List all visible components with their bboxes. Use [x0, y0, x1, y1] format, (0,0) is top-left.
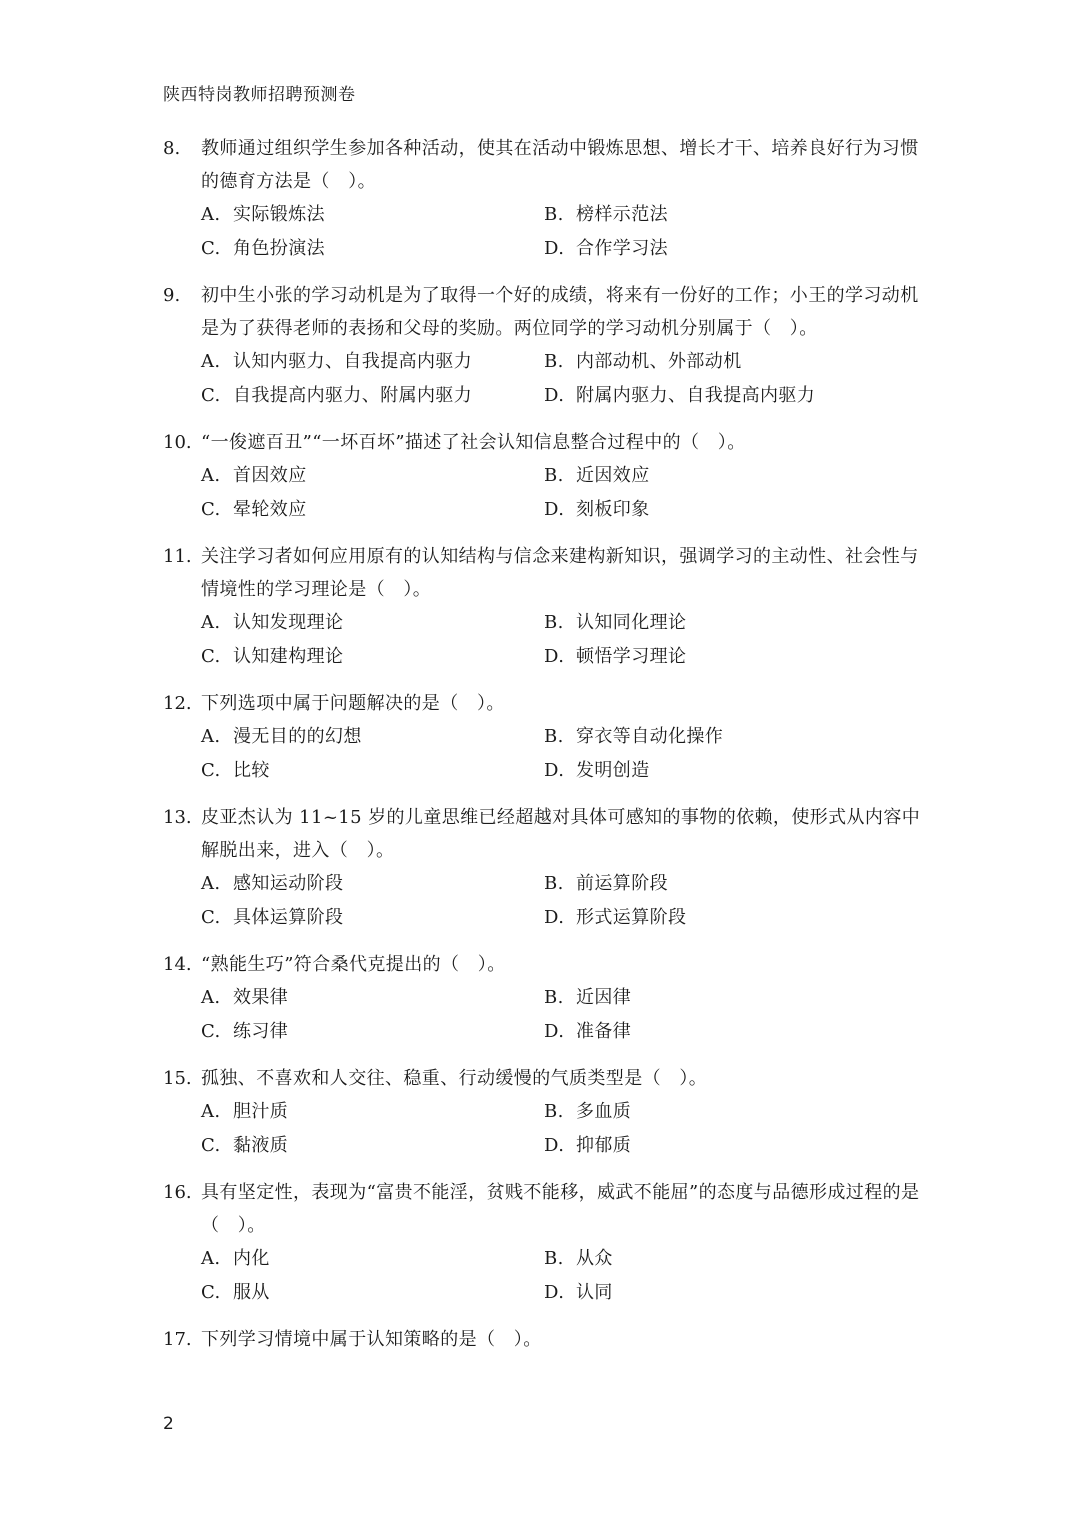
- option-text: 认知建构理论: [233, 645, 344, 667]
- option-text: 附属内驱力、自我提高内驱力: [576, 384, 816, 406]
- option-c: [201, 493, 544, 527]
- question-item: [163, 1176, 923, 1309]
- option-a: [201, 198, 544, 232]
- option-text: 刻板印象: [576, 498, 650, 520]
- question-number: 15.: [163, 1068, 192, 1089]
- question-item: [163, 948, 923, 1048]
- option-text: 练习律: [233, 1020, 289, 1042]
- option-letter: D.: [544, 498, 565, 520]
- option-c: [201, 901, 544, 935]
- option-letter: C.: [201, 1020, 221, 1042]
- option-b: [544, 1095, 887, 1129]
- option-letter: B.: [544, 726, 564, 747]
- option-text: 合作学习法: [576, 237, 668, 259]
- option-text: 顿悟学习理论: [576, 645, 687, 667]
- option-letter: D.: [544, 237, 565, 259]
- option-a: [201, 867, 544, 901]
- question-text: 教师通过组织学生参加各种活动，使其在活动中锻炼思想、增长才干、培养良好行为习惯的德育方法是（ ）。: [201, 138, 919, 192]
- option-b: [544, 198, 887, 232]
- option-a: [201, 720, 544, 754]
- option-d: [544, 232, 887, 266]
- option-letter: D.: [544, 759, 565, 781]
- question-number: 13.: [163, 807, 192, 828]
- option-d: [544, 640, 887, 674]
- option-letter: C.: [201, 237, 221, 259]
- question-number: 9.: [163, 285, 181, 306]
- option-c: [201, 1015, 544, 1049]
- question-stem: [163, 1323, 923, 1356]
- option-letter: D.: [544, 1134, 565, 1156]
- option-b: [544, 459, 887, 493]
- option-text: 效果律: [233, 987, 289, 1008]
- option-b: [544, 606, 887, 640]
- option-a: [201, 1095, 544, 1129]
- option-b: [544, 720, 887, 754]
- option-letter: A.: [201, 726, 221, 747]
- option-text: 榜样示范法: [576, 204, 668, 225]
- option-letter: B.: [544, 204, 564, 225]
- option-grid: [201, 981, 923, 1048]
- question-text: 关注学习者如何应用原有的认知结构与信念来建构新知识，强调学习的主动性、社会性与情境性的学习理论是（ ）。: [201, 546, 919, 600]
- question-number: 14.: [163, 954, 192, 975]
- option-b: [544, 981, 887, 1015]
- option-c: [201, 1129, 544, 1163]
- option-text: 漫无目的的幻想: [233, 726, 362, 747]
- option-letter: A.: [201, 612, 221, 633]
- question-number: 11.: [163, 546, 192, 567]
- option-text: 形式运算阶段: [576, 906, 687, 928]
- option-text: 具体运算阶段: [233, 906, 344, 928]
- option-grid: [201, 345, 923, 412]
- option-letter: D.: [544, 1281, 565, 1303]
- option-text: 从众: [576, 1248, 613, 1269]
- option-text: 内部动机、外部动机: [576, 351, 742, 372]
- option-text: 近因律: [576, 987, 632, 1008]
- option-grid: [201, 1242, 923, 1309]
- option-text: 自我提高内驱力、附属内驱力: [233, 384, 473, 406]
- option-letter: A.: [201, 204, 221, 225]
- option-grid: [201, 867, 923, 934]
- question-text: 孤独、不喜欢和人交往、稳重、行动缓慢的气质类型是（ ）。: [201, 1068, 708, 1089]
- option-letter: C.: [201, 759, 221, 781]
- question-stem: [163, 279, 923, 345]
- option-d: [544, 901, 887, 935]
- question-item: [163, 279, 923, 412]
- option-d: [544, 1129, 887, 1163]
- option-d: [544, 379, 887, 413]
- question-list: [163, 132, 923, 1370]
- option-letter: A.: [201, 873, 221, 894]
- option-c: [201, 379, 544, 413]
- option-letter: D.: [544, 384, 565, 406]
- option-letter: B.: [544, 612, 564, 633]
- question-text: “熟能生巧”符合桑代克提出的（ ）。: [201, 954, 506, 975]
- question-stem: [163, 1176, 923, 1242]
- option-letter: A.: [201, 987, 221, 1008]
- option-a: [201, 1242, 544, 1276]
- question-text: 下列学习情境中属于认知策略的是（ ）。: [201, 1329, 542, 1350]
- question-number: 8.: [163, 138, 181, 159]
- option-c: [201, 1276, 544, 1310]
- question-item: [163, 687, 923, 787]
- option-letter: C.: [201, 1281, 221, 1303]
- option-grid: [201, 459, 923, 526]
- question-item: [163, 1323, 923, 1356]
- option-letter: D.: [544, 906, 565, 928]
- option-text: 胆汁质: [233, 1101, 289, 1122]
- option-text: 认知同化理论: [576, 612, 687, 633]
- option-c: [201, 754, 544, 788]
- option-c: [201, 640, 544, 674]
- option-letter: B.: [544, 351, 564, 372]
- question-stem: [163, 132, 923, 198]
- option-letter: A.: [201, 1248, 221, 1269]
- option-text: 认知内驱力、自我提高内驱力: [233, 351, 473, 372]
- option-text: 黏液质: [233, 1134, 289, 1156]
- option-a: [201, 345, 544, 379]
- question-stem: [163, 1062, 923, 1095]
- option-b: [544, 345, 887, 379]
- option-text: 多血质: [576, 1101, 632, 1122]
- option-letter: A.: [201, 1101, 221, 1122]
- option-letter: C.: [201, 645, 221, 667]
- option-letter: B.: [544, 987, 564, 1008]
- option-d: [544, 754, 887, 788]
- option-a: [201, 981, 544, 1015]
- option-text: 内化: [233, 1248, 270, 1269]
- option-text: 首因效应: [233, 465, 307, 486]
- option-d: [544, 1276, 887, 1310]
- question-number: 10.: [163, 432, 192, 453]
- option-text: 认同: [576, 1281, 613, 1303]
- question-item: [163, 426, 923, 526]
- question-stem: [163, 801, 923, 867]
- question-text: 初中生小张的学习动机是为了取得一个好的成绩，将来有一份好的工作；小王的学习动机是为了获得老师的表扬和父母的奖励。两位同学的学习动机分别属于（ ）。: [201, 285, 919, 339]
- question-number: 16.: [163, 1182, 192, 1203]
- question-item: [163, 801, 923, 934]
- option-b: [544, 1242, 887, 1276]
- option-text: 服从: [233, 1281, 270, 1303]
- option-text: 晕轮效应: [233, 498, 307, 520]
- question-stem: [163, 540, 923, 606]
- option-grid: [201, 720, 923, 787]
- option-text: 比较: [233, 759, 270, 781]
- option-text: 感知运动阶段: [233, 873, 344, 894]
- page-header: 陕西特岗教师招聘预测卷: [163, 85, 356, 105]
- question-text: 具有坚定性，表现为“富贵不能淫，贫贱不能移，威武不能屈”的态度与品德形成过程的是（ ）。: [201, 1182, 920, 1236]
- option-letter: C.: [201, 1134, 221, 1156]
- question-item: [163, 1062, 923, 1162]
- option-letter: D.: [544, 1020, 565, 1042]
- question-text: “一俊遮百丑”“一坏百坏”描述了社会认知信息整合过程中的（ ）。: [201, 432, 746, 453]
- option-text: 实际锻炼法: [233, 204, 325, 225]
- option-text: 穿衣等自动化操作: [576, 726, 724, 747]
- option-grid: [201, 606, 923, 673]
- question-stem: [163, 948, 923, 981]
- option-text: 角色扮演法: [233, 237, 325, 259]
- option-c: [201, 232, 544, 266]
- option-d: [544, 493, 887, 527]
- question-number: 12.: [163, 693, 192, 714]
- option-d: [544, 1015, 887, 1049]
- option-text: 抑郁质: [576, 1134, 632, 1156]
- option-b: [544, 867, 887, 901]
- option-letter: C.: [201, 906, 221, 928]
- option-letter: C.: [201, 498, 221, 520]
- option-letter: B.: [544, 1248, 564, 1269]
- question-text: 下列选项中属于问题解决的是（ ）。: [201, 693, 505, 714]
- question-stem: [163, 687, 923, 720]
- option-letter: A.: [201, 351, 221, 372]
- question-number: 17.: [163, 1329, 192, 1350]
- option-text: 前运算阶段: [576, 873, 668, 894]
- option-a: [201, 459, 544, 493]
- question-item: [163, 540, 923, 673]
- option-letter: C.: [201, 384, 221, 406]
- option-letter: D.: [544, 645, 565, 667]
- question-text: 皮亚杰认为 11~15 岁的儿童思维已经超越对具体可感知的事物的依赖，使形式从内容中解脱出来，进入（ ）。: [201, 807, 921, 861]
- option-text: 认知发现理论: [233, 612, 344, 633]
- option-text: 准备律: [576, 1020, 632, 1042]
- option-text: 发明创造: [576, 759, 650, 781]
- option-grid: [201, 1095, 923, 1162]
- question-item: [163, 132, 923, 265]
- option-letter: A.: [201, 465, 221, 486]
- option-a: [201, 606, 544, 640]
- option-grid: [201, 198, 923, 265]
- option-letter: B.: [544, 873, 564, 894]
- option-text: 近因效应: [576, 465, 650, 486]
- option-letter: B.: [544, 1101, 564, 1122]
- question-stem: [163, 426, 923, 459]
- option-letter: B.: [544, 465, 564, 486]
- page-number: 2: [163, 1414, 174, 1434]
